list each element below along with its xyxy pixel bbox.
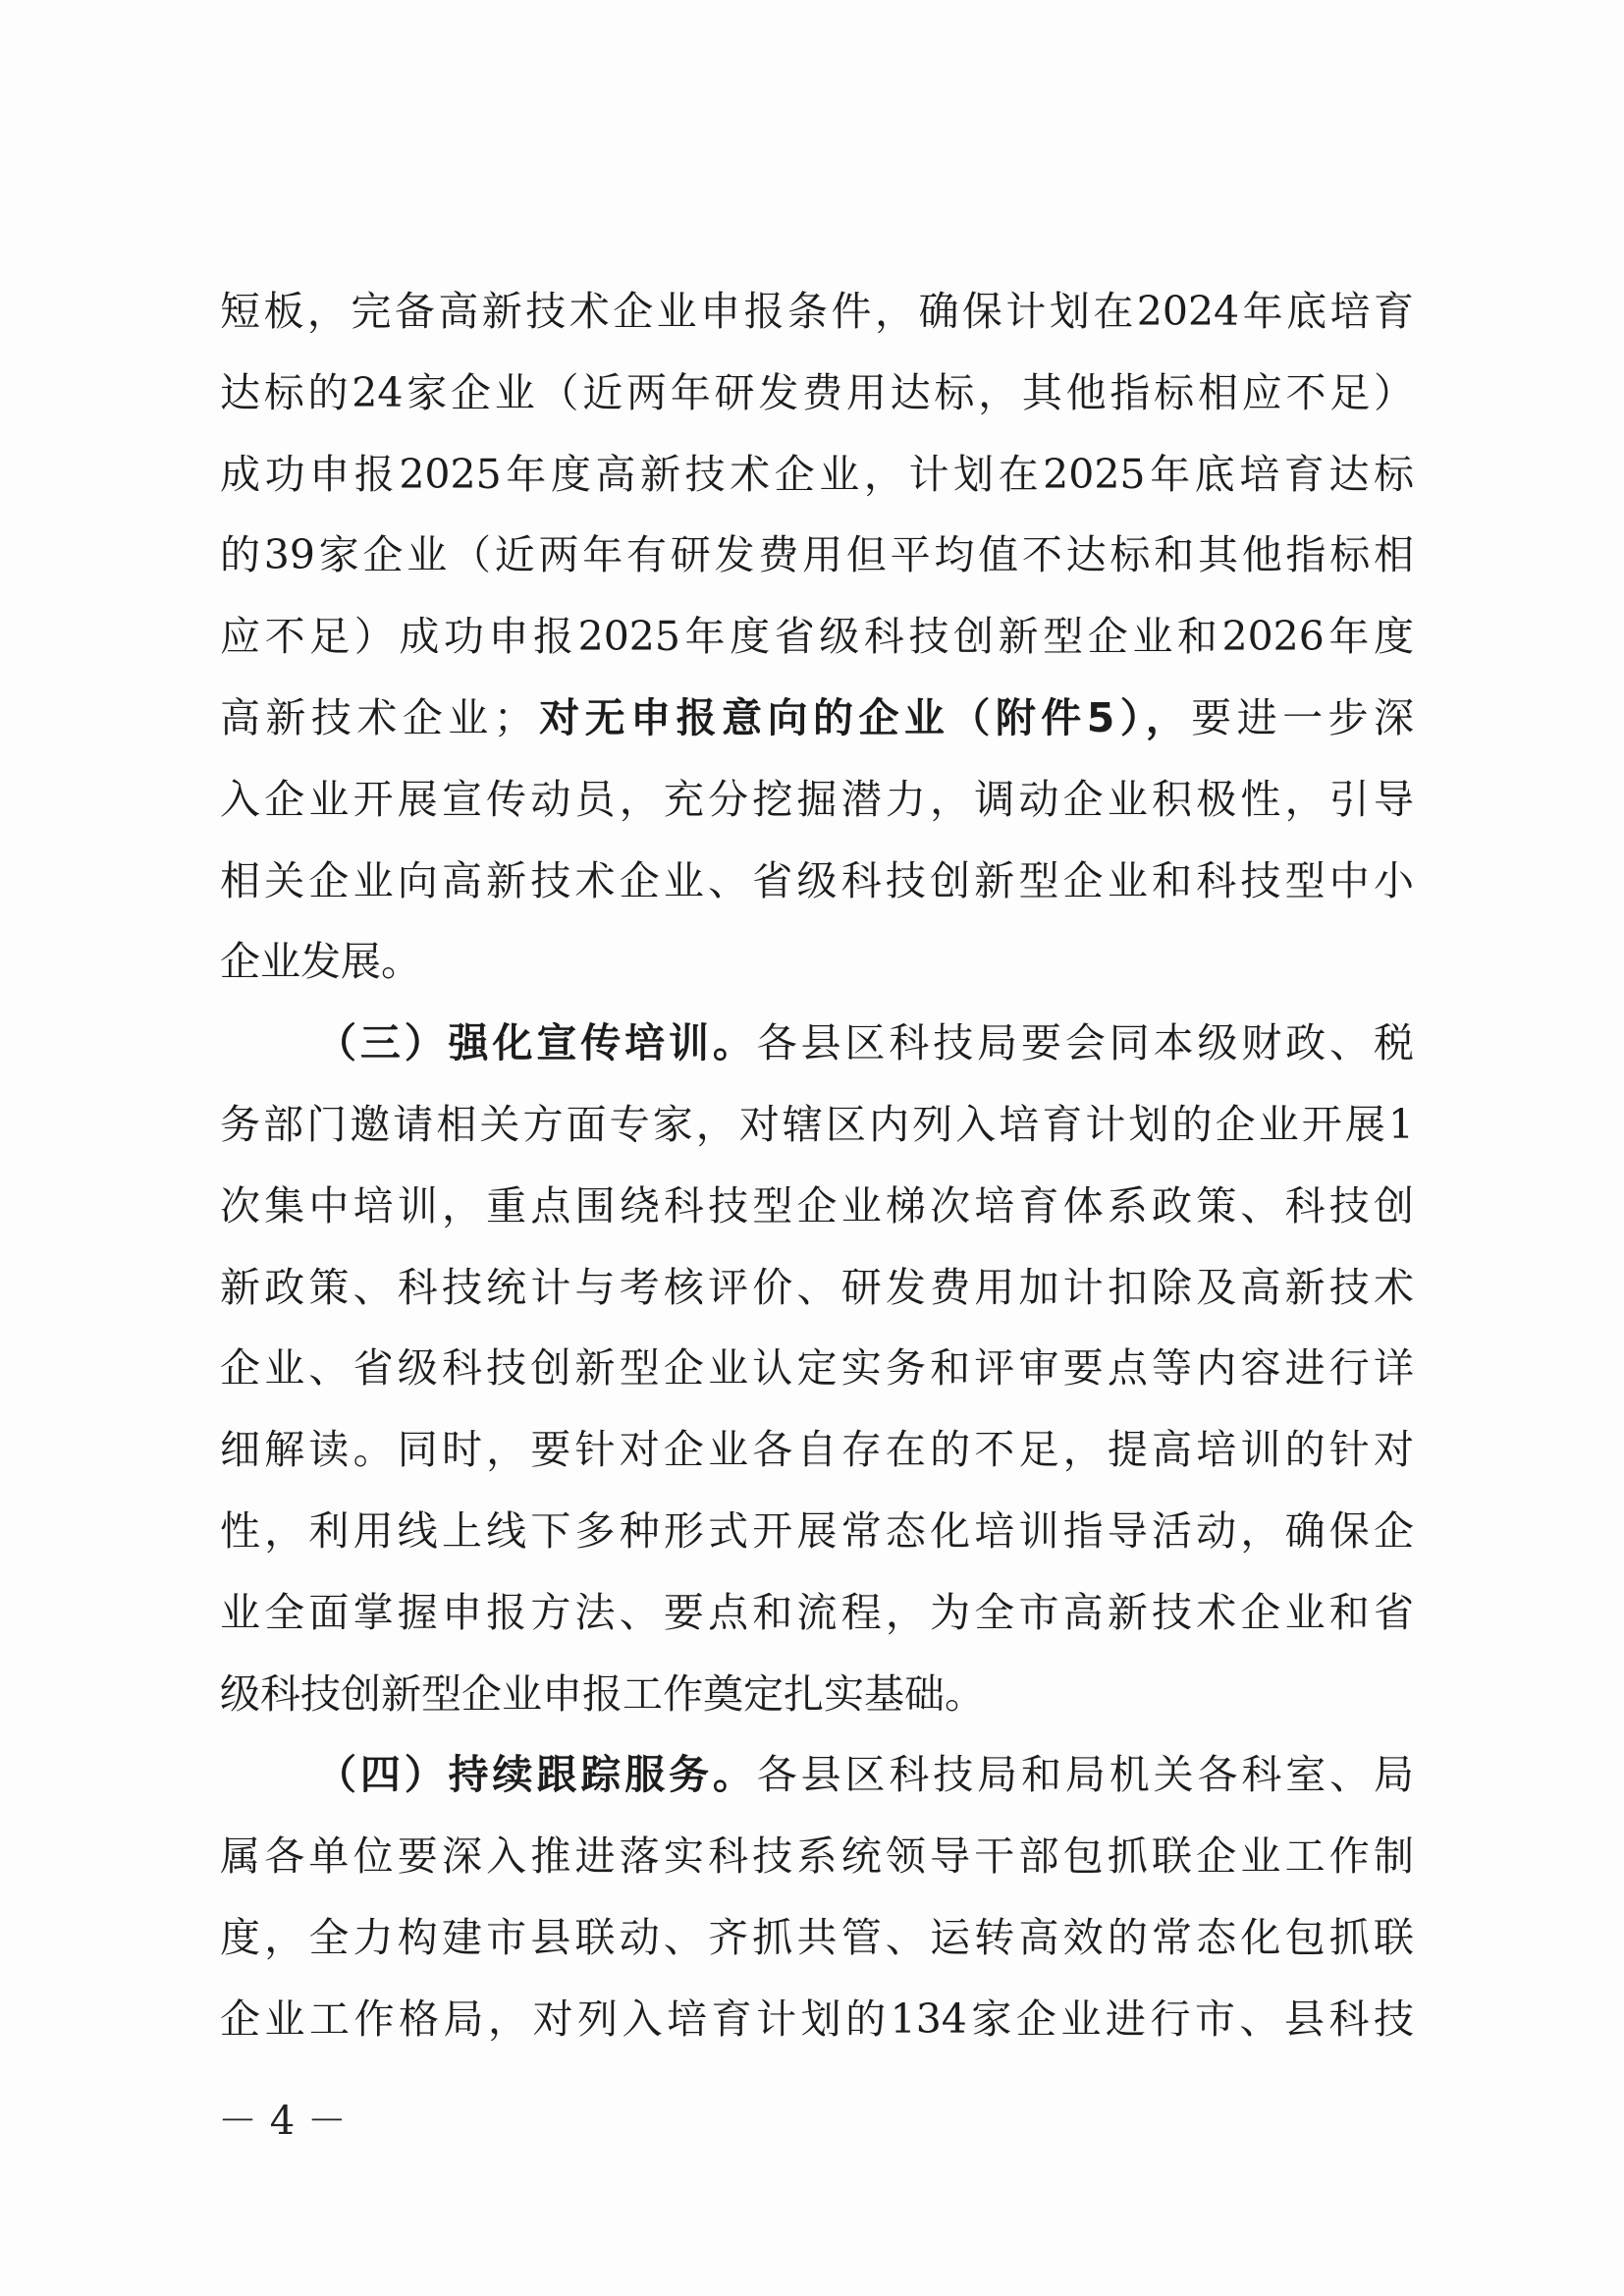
text-run: 各县区科技局要会同本级财政、税 [756,1019,1414,1067]
text-run: 高新技术企业； [220,693,534,741]
bold-text-run: 对无申报意向的企业（附件5）， [533,693,1192,741]
text-line [220,1654,1414,1735]
text-line [220,434,1414,516]
text-line [220,1247,1414,1329]
text-run: 成功申报2025年度高新技术企业，计划在2025年底培育达标 [220,450,1414,498]
text-run: 业全面掌握申报方法、要点和流程，为全市高新技术企业和省 [220,1588,1414,1636]
text-run: 次集中培训，重点围绕科技型企业梯次培育体系政策、科技创 [220,1181,1414,1230]
text-line [220,759,1414,841]
text-line [220,678,1414,759]
text-line [220,1734,1414,1816]
text-line [220,353,1414,434]
text-line [220,1897,1414,1979]
text-line [220,1084,1414,1166]
text-line [220,1003,1414,1084]
text-run: 达标的24家企业（近两年研发费用达标，其他指标相应不足） [220,368,1414,416]
text-run: 企业工作格局，对列入培育计划的134家企业进行市、县科技 [220,1995,1414,2043]
text-run: 应不足）成功申报2025年度省级科技创新型企业和2026年度 [220,613,1414,661]
text-run: 属各单位要深入推进落实科技系统领导干部包抓联企业工作制 [220,1832,1414,1881]
text-run: 各县区科技局和局机关各科室、局 [756,1751,1414,1799]
text-line [220,515,1414,596]
text-line [220,841,1414,922]
text-run: 务部门邀请相关方面专家，对辖区内列入培育计划的企业开展1 [220,1100,1414,1148]
page-number: － 4 － [218,2099,347,2144]
text-run: 度，全力构建市县联动、齐抓共管、运转高效的常态化包抓联 [220,1913,1414,1961]
text-run: 相关企业向高新技术企业、省级科技创新型企业和科技型中小 [220,856,1414,904]
text-line [220,1166,1414,1247]
bold-text-run: （三）强化宣传培训。 [316,1019,757,1067]
text-run: 企业、省级科技创新型企业认定实务和评审要点等内容进行详 [220,1344,1414,1393]
text-run: 入企业开展宣传动员，充分挖掘潜力，调动企业积极性，引导 [220,775,1414,823]
text-line [220,596,1414,678]
text-run: 新政策、科技统计与考核评价、研发费用加计扣除及高新技术 [220,1263,1414,1311]
text-run: 要进一步深 [1191,693,1415,741]
text-run: 级科技创新型企业申报工作奠定扎实基础。 [220,1669,985,1718]
text-line [220,1979,1414,2060]
text-line [220,1491,1414,1572]
text-run: 企业发展。 [220,938,421,986]
text-run: 性，利用线上线下多种形式开展常态化培训指导活动，确保企 [220,1506,1414,1555]
text-line [220,1328,1414,1409]
text-run: 细解读。同时，要针对企业各自存在的不足，提高培训的针对 [220,1426,1414,1474]
text-line [220,271,1414,353]
bold-text-run: （四）持续跟踪服务。 [316,1751,757,1799]
text-line [220,921,1414,1003]
text-run: 短板，完备高新技术企业申报条件，确保计划在2024年底培育 [220,288,1414,335]
text-line [220,1409,1414,1491]
text-run: 的39家企业（近两年有研发费用但平均值不达标和其他指标相 [220,531,1414,579]
text-line [220,1572,1414,1654]
text-line [220,1816,1414,1897]
document-body [220,271,1414,2060]
